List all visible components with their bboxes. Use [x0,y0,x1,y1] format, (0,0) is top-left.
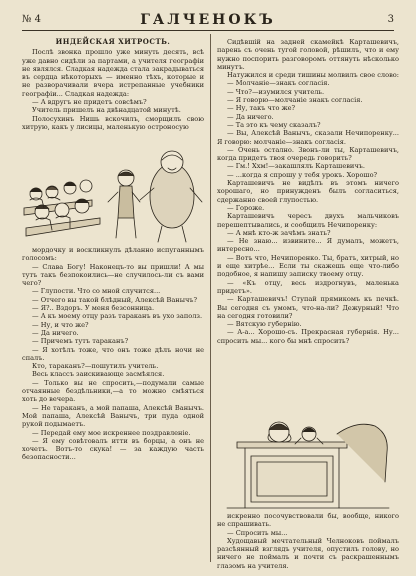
paragraph: — Слава Богу! Наконецъ-то вы пришли! А мы тутъ такъ безпокоились—не случилось-ли съ вами чего? [22,262,204,288]
paragraph: — А вдругъ не придетъ совсѣмъ? [32,98,147,107]
right-column-bottom [217,512,399,570]
paragraph: — «Къ отцу, весь издрогнувъ, маленька придетъ». [217,278,399,295]
page-number: 3 [387,14,394,25]
paragraph: — А-а... Хорошо-съ. Прекрасная губернія. Ну... спросить мы... кого бы мнѣ спросить? [217,328,399,345]
paragraph: — Та это къ чему сказалъ? [227,120,321,129]
paragraph: — Ну, и что же? [32,320,89,329]
paragraph: Послѣ звонка прошло уже минуть десять, всѣ уже давно сидѣли за партами, а учителя географіи не являлся. Сладкая надежда стала закрадываться въ сердца нѣкоторыхъ — именно тѣхъ, которые и не разворачивали вчера истрепанные учебники географіи... Сладкая надежда: [22,48,204,98]
paragraph: мордочку и воскликнулъ дѣланно испуганнымъ голосомъ: [22,246,204,263]
paragraph: — А къ моему отцу разъ тараканъ въ ухо заполз. [32,312,203,321]
paragraph: — Вотъ что, Нечипоренко. Ты, братъ, хитрый, но и еще хитрѣе... Если ты скажешь еще что-либо подобное, я напишу записку твоему отцу. [217,253,399,279]
paragraph: — Я ему совѣтовалъ итти въ борцы, а онъ не хочетъ. Вотъ-то скука! — за каждую часть безопасности... [22,436,204,462]
paragraph: Кто, тараканъ?—пошутилъ учитель. [32,362,159,371]
paragraph: — Очень остално. Звонъ-ли ты, Карташевичъ, когда придетъ твоя очередь говорить? [217,145,399,163]
paragraph: — Не знаю... извините... Я думалъ, можетъ, интересно... [217,237,399,254]
column-divider [210,34,211,562]
paragraph: искренно посочувствовали бы, вообще, никого не спрашивать. [217,512,399,529]
paragraph: — Я хотѣлъ тоже, что онъ тоже дѣлъ ночи не спалъ. [22,345,204,362]
paragraph: — Передай ему мое искреннее поздравленіе. [32,428,191,437]
paragraph: Весь классъ заискивающе засмѣялся. [32,370,165,379]
story-heading: ИНДЕЙСКАЯ ХИТРОСТЬ. [55,37,171,46]
paragraph: Натужился и среди тишины молвилъ свое слово: [227,71,399,80]
paragraph: Полосухинъ Нишь вскочилъ, сморщилъ свою хитрую, какъ у лисицы, маленькую остроносую [22,114,204,131]
paragraph: — Гороже. [227,203,265,212]
paragraph: — Вятскую губернію. [227,320,302,329]
paragraph: — Причемъ тутъ тараканъ? [32,337,129,346]
stove-illustration [217,412,399,510]
paragraph: Учитель пришелъ на двѣнадцатой минутѣ. [32,106,181,115]
left-column-bottom [22,246,204,462]
paragraph: Карташевичъ чересъ двухъ мальчиковъ перешептывались, и сообщилъ Нечипоренку: [217,212,399,229]
paragraph: — Ну, такъ что же? [227,104,296,113]
paragraph: — Спросить мы... [227,528,288,537]
paragraph: — Вы, Алексѣй Ванычъ, сказали Нечипоренку... Я говорю: молчаніе—знакъ согласія. [217,129,399,146]
page-header [22,12,394,32]
right-column-top [217,38,399,345]
paragraph: — Я говорю—молчаніе знакъ согласія. [227,96,363,105]
paragraph: — Только вы не спросить,—подумали самые отчаянные бездѣльники,—а то можно смѣяться хоть до вечера. [22,378,204,404]
paragraph: — Отчего вы такой блѣдный, Алексѣй Ванычъ? [32,295,198,304]
left-column-top [22,38,204,131]
paragraph: — Глупости. Что со мной случится... [32,287,161,296]
paragraph: Сидѣвшій на задней скамейкѣ Карташевичъ, парень съ очень тугой головой, рѣшилъ, что и ему нужно поспорить разговоромъ оттянуть нѣсколько минутъ. [217,38,399,71]
paragraph: — Карташевичъ! Ступай прямикомъ къ печкѣ. Вы сегодня съ умомъ, что-на-ли? Дежурный! Что на сегодня готовили? [217,295,399,320]
paragraph: — А мнѣ кто-ж зачѣмъ знать? [227,228,331,237]
header-rule [22,30,394,31]
paragraph: Карташевичъ не видѣлъ въ этомъ ничего хорошаго, но принужденъ былъ согласиться, сдержанно своей глупостью. [217,179,399,204]
paragraph: — Молчаніе—знакъ согласія. [227,79,330,88]
paragraph: — Да ничего. [227,112,274,121]
magazine-title: ГАЛЧЕНОКЪ [140,12,276,28]
issue-number: № 4 [22,14,42,25]
paragraph: — Не тараканъ, а мой папаша, Алексѣй Ванычъ. Мой папаша, Алексѣй Ванычъ, три пуда одной рукой подымаетъ. [22,403,204,429]
classroom-illustration [22,148,204,244]
paragraph: — Гм.! Ххм!—закашлялъ Карташевичъ. [227,162,365,171]
paragraph: Худощавый мечтательный Челноковъ поймалъ разсѣянный взглядъ учителя, опустилъ голову, но ничего не поймалъ и почти съ раскрашеннымъ глазомъ на учителя. [217,536,399,570]
paragraph: — Да ничего. [32,328,79,337]
paragraph: — Я?.. Вздоръ. У меня безсонница. [32,304,155,313]
paragraph: — Что?—изумился учитель. [227,87,325,96]
paragraph: — ...когда я спрошу у тебя урокъ. Хорошо? [227,170,378,179]
